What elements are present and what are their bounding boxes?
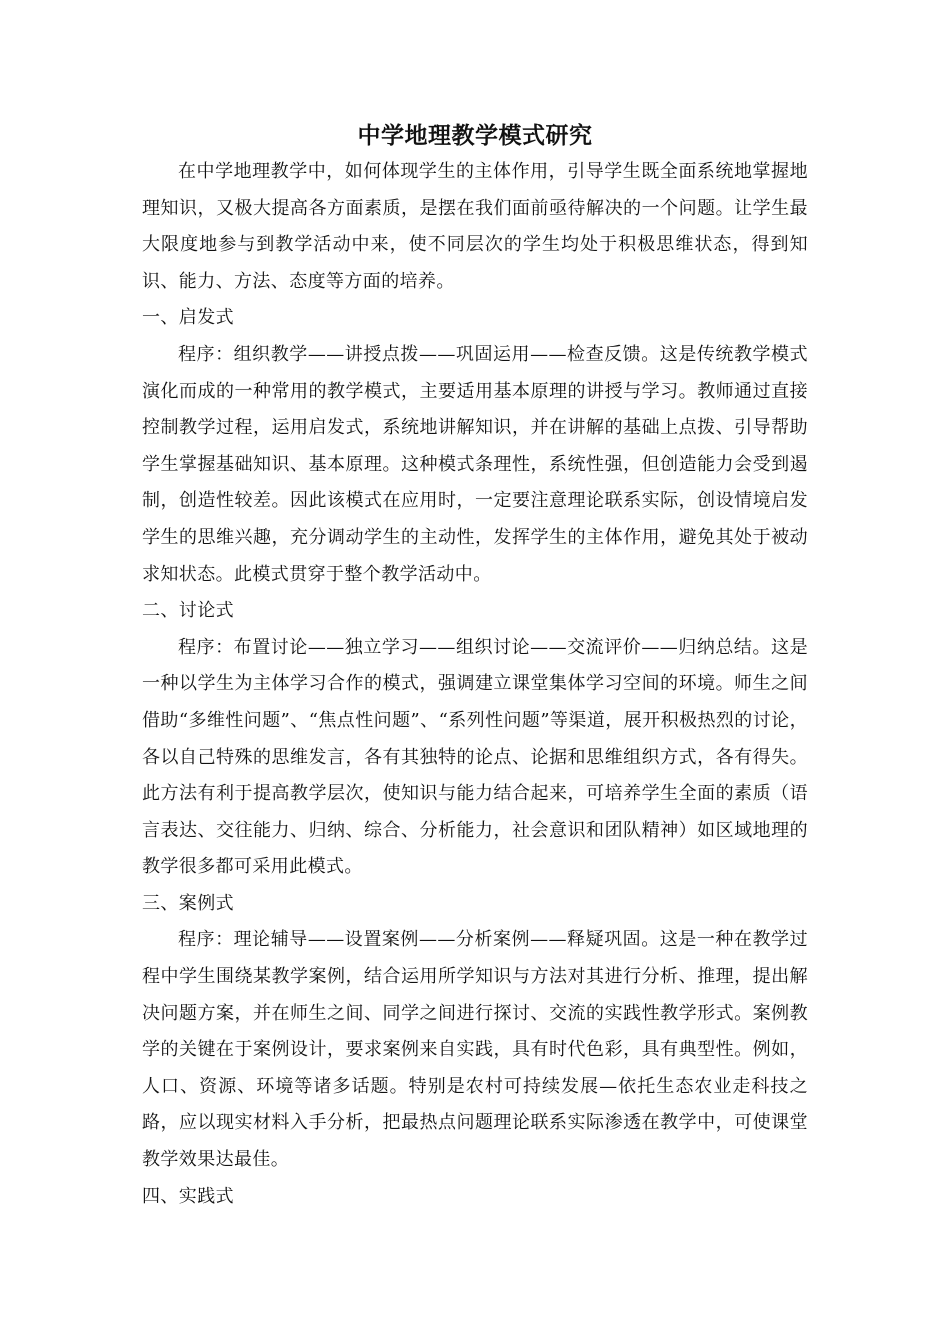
section-heading-qifa: 一、启发式 <box>142 307 234 329</box>
intro-paragraph: 在中学地理教学中，如何体现学生的主体作用，引导学生既全面系统地掌握地理知识，又极大提高各方面素质，是摆在我们面前亟待解决的一个问题。让学生最大限度地参与到教学活动中来，使不同层次的学生均处于积极思维状态，得到知识、能力、方法、态度等方面的培养。 <box>142 161 808 292</box>
section-heading-shijian: 四、实践式 <box>142 1185 234 1207</box>
section-heading-taolun: 二、讨论式 <box>142 600 234 622</box>
section-body-anli: 程序：理论辅导——设置案例——分析案例——释疑巩固。这是一种在教学过程中学生围绕某教学案例，结合运用所学知识与方法对其进行分析、推理，提出解决问题方案，并在师生之间、同学之间进行探讨、交流的实践性教学形式。案例教学的关键在于案例设计，要求案例来自实践，具有时代色彩，具有典型性。例如，人口、资源、环境等诸多话题。特别是农村可持续发展—依托生态农业走科技之路，应以现实材料入手分析，把最热点问题理论联系实际渗透在教学中，可使课堂教学效果达最佳。 <box>142 929 808 1171</box>
document-title: 中学地理教学模式研究 <box>357 122 593 149</box>
section-body-qifa: 程序：组织教学——讲授点拨——巩固运用——检查反馈。这是传统教学模式演化而成的一种常用的教学模式，主要适用基本原理的讲授与学习。教师通过直接控制教学过程，运用启发式，系统地讲解知识，并在讲解的基础上点拨、引导帮助学生掌握基础知识、基本原理。这种模式条理性，系统性强，但创造能力会受到遏制，创造性较差。因此该模式在应用时，一定要注意理论联系实际，创设情境启发学生的思维兴趣，充分调动学生的主动性，发挥学生的主体作用，避免其处于被动求知状态。此模式贯穿于整个教学活动中。 <box>142 343 808 585</box>
section-body-taolun: 程序：布置讨论——独立学习——组织讨论——交流评价——归纳总结。这是一种以学生为主体学习合作的模式，强调建立课堂集体学习空间的环境。师生之间借助“多维性问题”、“焦点性问题”、“系列性问题”等渠道，展开积极热烈的讨论，各以自己特殊的思维发言，各有其独特的论点、论据和思维组织方式，各有得失。此方法有利于提高教学层次，使知识与能力结合起来，可培养学生全面的素质（语言表达、交往能力、归纳、综合、分析能力，社会意识和团队精神）如区域地理的教学很多都可采用此模式。 <box>142 636 808 878</box>
document-page <box>142 118 808 1215</box>
section-heading-anli: 三、案例式 <box>142 892 234 914</box>
